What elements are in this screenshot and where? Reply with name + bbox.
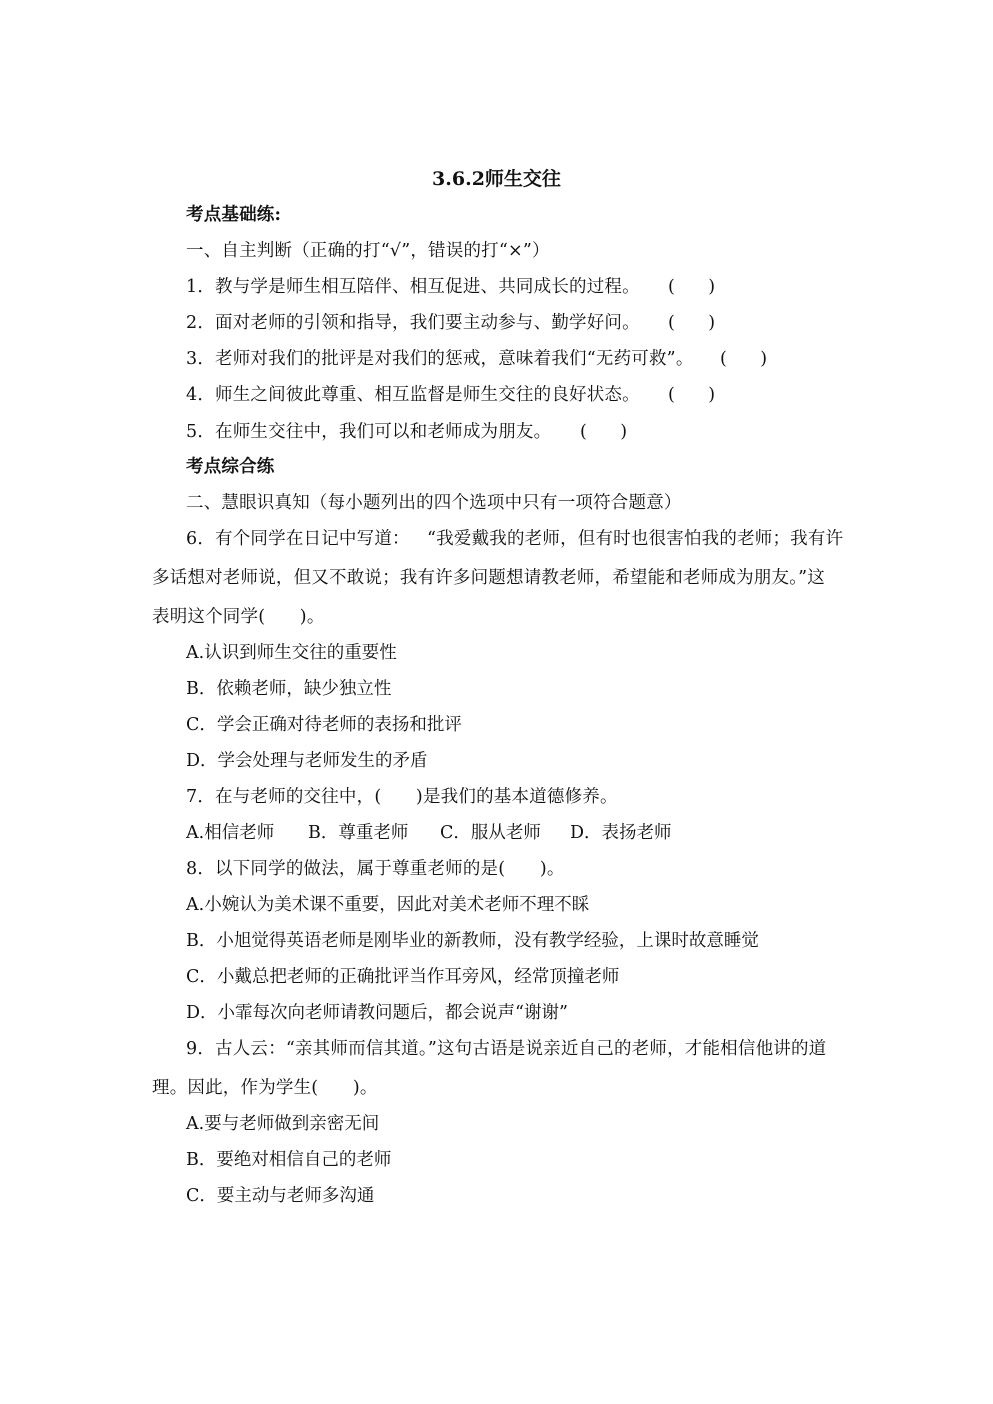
answer-blank-3: ( ) bbox=[720, 349, 768, 369]
question-7-option-b: B．尊重老师 bbox=[308, 823, 409, 843]
section-heading-basic: 考点基础练: bbox=[186, 205, 282, 225]
judgement-item-5: 5．在师生交往中，我们可以和老师成为朋友。 bbox=[186, 422, 552, 442]
question-9-option-c: C．要主动与老师多沟通 bbox=[186, 1186, 375, 1206]
section-instruction-judgement: 一、自主判断（正确的打“√”，错误的打“×”） bbox=[186, 241, 550, 261]
question-8-option-a: A.小婉认为美术课不重要，因此对美术老师不理不睬 bbox=[186, 895, 590, 915]
question-6-line-2: 多话想对老师说，但又不敢说；我有许多问题想请教老师，希望能和老师成为朋友。”这 bbox=[152, 568, 825, 588]
question-7-option-a: A.相信老师 bbox=[186, 823, 275, 843]
question-8-option-c: C．小戴总把老师的正确批评当作耳旁风，经常顶撞老师 bbox=[186, 967, 620, 987]
question-7-option-c: C．服从老师 bbox=[440, 823, 541, 843]
question-8-option-d: D．小霏每次向老师请教问题后，都会说声“谢谢” bbox=[186, 1003, 568, 1023]
section-heading-comprehensive: 考点综合练 bbox=[186, 457, 275, 477]
question-9-option-b: B．要绝对相信自己的老师 bbox=[186, 1150, 392, 1170]
question-9-line-1: 9．古人云：“亲其师而信其道。”这句古语是说亲近自己的老师，才能相信他讲的道 bbox=[186, 1039, 827, 1059]
answer-blank-5: ( ) bbox=[580, 422, 628, 442]
question-6-option-d: D．学会处理与老师发生的矛盾 bbox=[186, 751, 428, 771]
answer-blank-2: ( ) bbox=[668, 313, 716, 333]
judgement-item-1: 1．教与学是师生相互陪伴、相互促进、共同成长的过程。 bbox=[186, 277, 640, 297]
question-6-line-3: 表明这个同学( )。 bbox=[152, 607, 325, 627]
question-7-option-d: D．表扬老师 bbox=[570, 823, 672, 843]
answer-blank-1: ( ) bbox=[668, 277, 716, 297]
question-6-option-c: C．学会正确对待老师的表扬和批评 bbox=[186, 715, 462, 735]
page-title: 3.6.2师生交往 bbox=[432, 168, 561, 190]
judgement-item-2: 2．面对老师的引领和指导，我们要主动参与、勤学好问。 bbox=[186, 313, 640, 333]
answer-blank-4: ( ) bbox=[668, 385, 716, 405]
judgement-item-4: 4．师生之间彼此尊重、相互监督是师生交往的良好状态。 bbox=[186, 385, 640, 405]
question-6-option-a: A.认识到师生交往的重要性 bbox=[186, 643, 397, 663]
question-6-line-1: 6．有个同学在日记中写道： “我爱戴我的老师，但有时也很害怕我的老师；我有许 bbox=[186, 529, 844, 549]
question-9-line-2: 理。因此，作为学生( )。 bbox=[152, 1078, 378, 1098]
question-6-option-b: B．依赖老师，缺少独立性 bbox=[186, 679, 392, 699]
question-8-stem: 8．以下同学的做法，属于尊重老师的是( )。 bbox=[186, 859, 565, 879]
judgement-item-3: 3．老师对我们的批评是对我们的惩戒，意味着我们“无药可救”。 bbox=[186, 349, 694, 369]
question-8-option-b: B．小旭觉得英语老师是刚毕业的新教师，没有教学经验，上课时故意睡觉 bbox=[186, 931, 759, 951]
question-7-stem: 7．在与老师的交往中，( )是我们的基本道德修养。 bbox=[186, 787, 618, 807]
section-instruction-choice: 二、慧眼识真知（每小题列出的四个选项中只有一项符合题意） bbox=[186, 493, 682, 513]
question-9-option-a: A.要与老师做到亲密无间 bbox=[186, 1114, 380, 1134]
